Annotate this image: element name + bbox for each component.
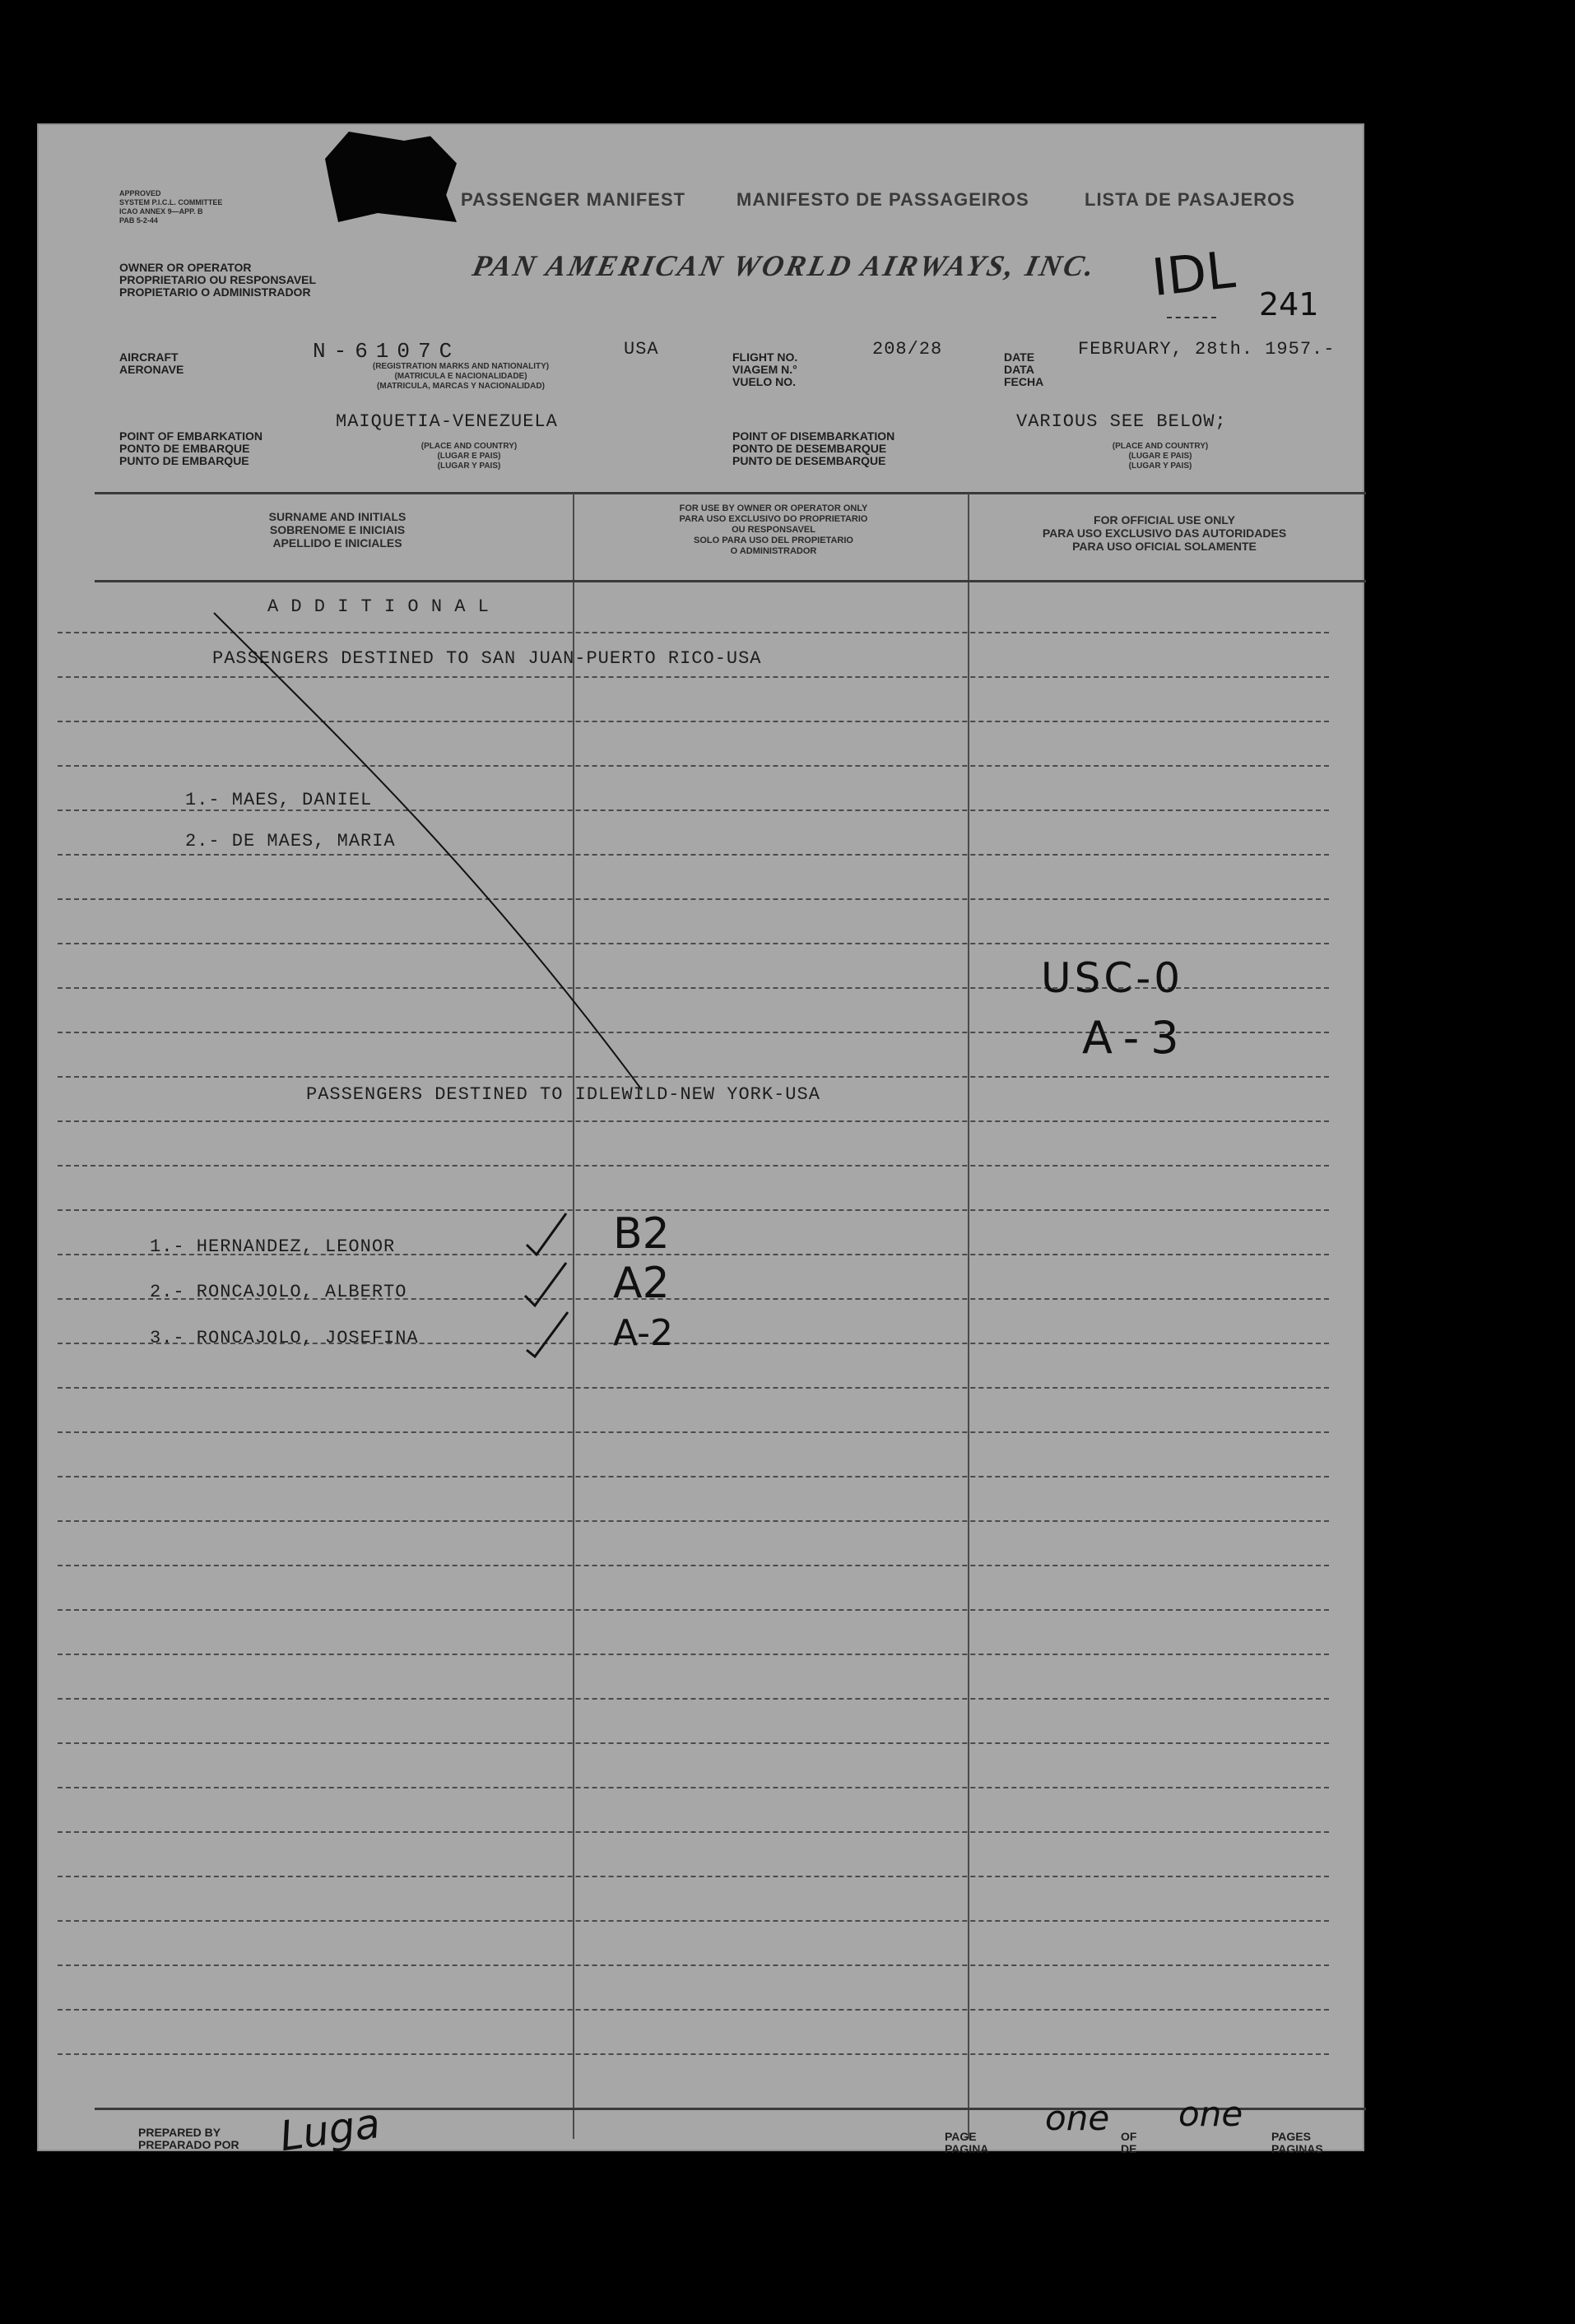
row-line xyxy=(58,1609,1329,1611)
group2-passenger-2: 2.- RONCAJOLO, ALBERTO xyxy=(150,1282,407,1302)
flight-label: FLIGHT NO. VIAGEM N.° VUELO NO. xyxy=(732,350,798,388)
date-label: DATE DATA FECHA xyxy=(1004,350,1044,388)
row-line xyxy=(58,1742,1329,1744)
of-label: OF DE xyxy=(1121,2130,1137,2155)
title-en: PASSENGER MANIFEST xyxy=(461,189,686,210)
pages-label: PAGES PAGINAS xyxy=(1271,2130,1323,2155)
aircraft-value: N-6107C xyxy=(313,339,461,364)
registration-label: (REGISTRATION MARKS AND NATIONALITY) (MATRICULA E NACIONALIDADE) (MATRICULA, MARCAS Y NACIONALIDAD) xyxy=(372,362,550,391)
prepared-label: PREPARED BY PREPARADO POR xyxy=(138,2126,239,2151)
of-value: one xyxy=(1178,2094,1243,2134)
embark-label: POINT OF EMBARKATION PONTO DE EMBARQUE PUNTO DE EMBARQUE xyxy=(119,429,262,467)
row-line xyxy=(58,1209,1329,1211)
column-divider-2 xyxy=(968,494,969,2139)
group2-mark-2: A2 xyxy=(613,1259,670,1308)
page-value: one xyxy=(1045,2098,1110,2138)
row-line xyxy=(58,1654,1329,1655)
row-line xyxy=(58,1520,1329,1522)
approval-stamp: APPROVED SYSTEM P.I.C.L. COMMITTEE ICAO ANNEX 9—APP. B PAB 5-2-44 xyxy=(119,189,223,225)
group2-passenger-1: 1.- HERNANDEZ, LEONOR xyxy=(150,1236,396,1257)
column-header-official: FOR OFFICIAL USE ONLY PARA USO EXCLUSIVO DAS AUTORIDADES PARA USO OFICIAL SOLAMENTE xyxy=(1042,513,1287,553)
footer-rule xyxy=(95,2108,1366,2110)
embark-sublabel: (PLACE AND COUNTRY) (LUGAR E PAIS) (LUGAR Y PAIS) xyxy=(420,442,518,471)
row-line xyxy=(58,1120,1329,1122)
code-underline xyxy=(1167,317,1216,318)
disembark-label: POINT OF DISEMBARKATION PONTO DE DESEMBARQUE PUNTO DE DESEMBARQUE xyxy=(732,429,895,467)
torn-corner xyxy=(325,132,457,222)
title-pt: MANIFESTO DE PASSAGEIROS xyxy=(736,189,1029,210)
group2-heading: PASSENGERS DESTINED TO IDLEWILD-NEW YORK-USA xyxy=(306,1084,820,1105)
prepared-signature: Luga xyxy=(276,2099,383,2161)
title-es: LISTA DE PASAJEROS xyxy=(1085,189,1295,210)
row-line xyxy=(58,1476,1329,1477)
date-value: FEBRUARY, 28th. 1957.- xyxy=(1078,339,1336,360)
header-bottom-rule xyxy=(95,580,1366,582)
row-line xyxy=(58,1920,1329,1922)
flight-value: 208/28 xyxy=(872,339,943,360)
row-line xyxy=(58,2053,1329,2055)
group1-passenger-1: 1.- MAES, DANIEL xyxy=(185,790,373,810)
additional-heading: A D D I T I O N A L xyxy=(267,596,490,617)
handwritten-code: IDL xyxy=(1149,239,1238,308)
disembark-sublabel: (PLACE AND COUNTRY) (LUGAR E PAIS) (LUGAR Y PAIS) xyxy=(1112,442,1209,471)
check-marks xyxy=(518,1205,584,1361)
row-line xyxy=(58,2009,1329,2011)
disembark-value: VARIOUS SEE BELOW; xyxy=(1016,411,1227,432)
row-line xyxy=(58,1964,1329,1966)
row-line xyxy=(58,1787,1329,1788)
group1-passenger-2: 2.- DE MAES, MARIA xyxy=(185,831,396,851)
table-top-rule xyxy=(95,492,1366,494)
aircraft-nationality: USA xyxy=(624,339,659,360)
row-line xyxy=(58,1431,1329,1433)
owner-label: OWNER OR OPERATOR PROPRIETARIO OU RESPONSAVEL PROPIETARIO O ADMINISTRADOR xyxy=(119,261,317,299)
strike-through-line xyxy=(206,605,667,1098)
page-number: 241 xyxy=(1259,286,1319,322)
official-note-2: A-3 xyxy=(1082,1012,1191,1064)
row-line xyxy=(58,1831,1329,1833)
company-name: PAN AMERICAN WORLD AIRWAYS, INC. xyxy=(469,249,1100,282)
embark-value: MAIQUETIA-VENEZUELA xyxy=(336,411,558,432)
row-line xyxy=(58,1698,1329,1700)
group2-mark-1: B2 xyxy=(613,1209,670,1259)
row-line xyxy=(58,1565,1329,1566)
row-line xyxy=(58,1165,1329,1167)
row-line xyxy=(58,1876,1329,1877)
column-header-owner: FOR USE BY OWNER OR OPERATOR ONLY PARA USO EXCLUSIVO DO PROPRIETARIO OU RESPONSAVEL SOLO PARA USO DEL PROPIETARIO O ADMINISTRADOR xyxy=(679,503,868,556)
official-note-1: USC-0 xyxy=(1041,954,1184,1002)
aircraft-label: AIRCRAFT AERONAVE xyxy=(119,350,184,376)
group2-mark-3: A-2 xyxy=(613,1312,674,1354)
group1-heading: PASSENGERS DESTINED TO SAN JUAN-PUERTO RICO-USA xyxy=(212,648,762,669)
page-label: PAGE PAGINA xyxy=(945,2130,989,2155)
column-header-surname: SURNAME AND INITIALS SOBRENOME E INICIAIS APELLIDO E INICIALES xyxy=(268,510,407,550)
group2-passenger-3: 3.- RONCAJOLO, JOSEFINA xyxy=(150,1328,419,1348)
row-line xyxy=(58,1387,1329,1389)
